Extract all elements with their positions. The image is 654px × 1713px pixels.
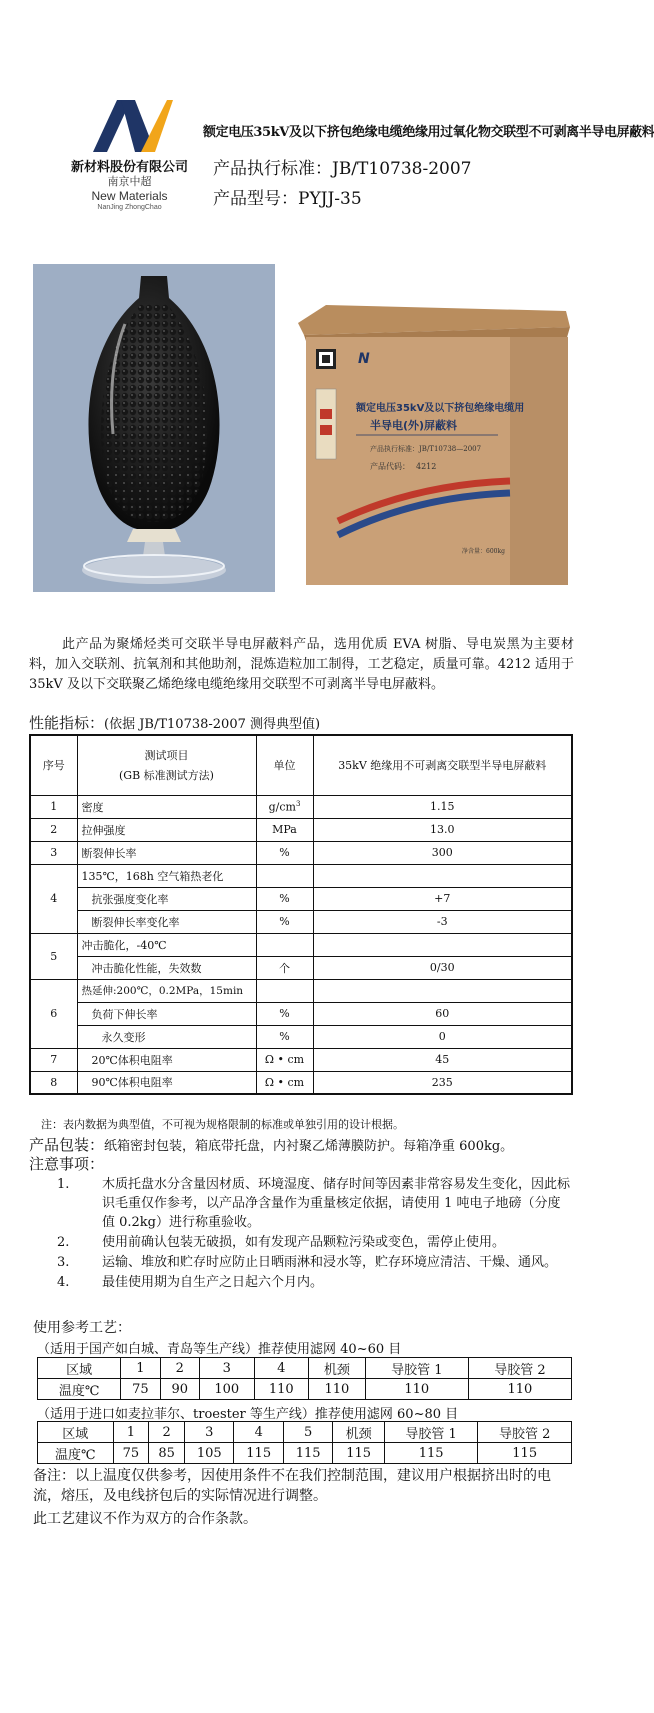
logo-company-en	[62, 176, 197, 203]
table-row	[30, 979, 572, 1002]
packaging-info	[29, 1134, 513, 1155]
cell: 导胶管 2	[468, 1358, 571, 1379]
cell-item: 冲击脆化，-40℃	[77, 933, 256, 956]
cell-unit: Ω • cm	[256, 1048, 313, 1071]
list-item	[57, 1175, 572, 1232]
cell-unit	[256, 795, 313, 818]
list-item-text: 最佳使用期为自生产之日起六个月内。	[102, 1275, 324, 1290]
cell-item: 永久变形	[77, 1025, 256, 1048]
cell: 温度℃	[38, 1443, 114, 1464]
box-net-weight: 净含量：600kg	[462, 548, 505, 555]
pellet-flask-photo	[33, 264, 275, 592]
cell: 导胶管 2	[478, 1422, 572, 1443]
cell-value: 300	[313, 841, 572, 864]
notice-list	[57, 1175, 572, 1293]
cell-value: 45	[313, 1048, 572, 1071]
cell-item: 负荷下伸长率	[77, 1002, 256, 1025]
performance-table	[29, 734, 573, 1095]
logo-text-cn: 南京中超	[107, 175, 152, 188]
import-temp-table	[37, 1421, 572, 1464]
cell: 1	[113, 1422, 149, 1443]
cell: 115	[283, 1443, 332, 1464]
process-remark: 备注：以上温度仅供参考，因使用条件不在我们控制范围，建议用户根据挤出时的电流，熔压，及电线挤包后的实际情况进行调整。	[33, 1468, 551, 1504]
product-intro: 此产品为聚烯烃类可交联半导电屏蔽料产品，选用优质 EVA 树脂、导电炭黑为主要材料，加入交联剂、抗氧剂和其他助剂，混炼造粒加工制得，工艺稳定，质量可靠。4212 适用于 35kV 及以下交联聚乙烯绝缘电缆绝缘用交联型不可剥离半导电屏蔽料。	[29, 637, 574, 692]
cell-item: 抗张强度变化率	[77, 887, 256, 910]
list-item	[57, 1233, 572, 1252]
cell-no: 7	[30, 1048, 77, 1071]
cell-item: 90℃体积电阻率	[77, 1071, 256, 1094]
cell: 115	[384, 1443, 478, 1464]
table-row	[38, 1422, 572, 1443]
cell-no: 8	[30, 1071, 77, 1094]
cell: 110	[468, 1379, 571, 1400]
table-row	[30, 841, 572, 864]
cell-no: 2	[30, 818, 77, 841]
list-item-text: 运输、堆放和贮存时应防止日晒雨淋和浸水等，贮存环境应清洁、干燥、通风。	[102, 1255, 558, 1270]
header-unit: 单位	[256, 735, 313, 795]
cell: 115	[478, 1443, 572, 1464]
table-row	[30, 933, 572, 956]
flask-illustration	[33, 264, 275, 592]
cell-value	[313, 979, 572, 1002]
cell-value: 0/30	[313, 956, 572, 979]
table-row	[30, 818, 572, 841]
table-row	[30, 1025, 572, 1048]
box-title-line1: 额定电压35kV及以下挤包绝缘电缆用	[356, 403, 525, 414]
header-value: 35kV 绝缘用不可剥离交联型半导电屏蔽料	[313, 735, 572, 795]
table-note: 注：表内数据为典型值，不可视为规格限制的标准或单独引用的设计根据。	[41, 1118, 404, 1131]
logo-company-sub: NanJing ZhongChao	[97, 204, 162, 211]
box-standard: 产品执行标准：JB/T10738—2007	[370, 445, 482, 453]
table-row	[30, 1071, 572, 1094]
cell: 100	[200, 1379, 255, 1400]
cell: 85	[149, 1443, 185, 1464]
cell: 110	[254, 1379, 309, 1400]
packaging-label: 产品包装：	[29, 1136, 105, 1154]
cell-unit	[256, 864, 313, 887]
cell-item: 拉伸强度	[77, 818, 256, 841]
list-item-number: 2.	[57, 1235, 70, 1250]
cell: 导胶管 1	[365, 1358, 468, 1379]
cell: 4	[234, 1422, 283, 1443]
header-item-line2: (GB 标准测试方法)	[119, 769, 214, 783]
packaging-text: 纸箱密封包装，箱底带托盘，内衬聚乙烯薄膜防护。每箱净重 600kg。	[104, 1139, 514, 1154]
cell-unit	[256, 979, 313, 1002]
cell-item: 热延伸:200℃，0.2MPa，15min	[77, 979, 256, 1002]
cell: 3	[185, 1422, 234, 1443]
cell: 1	[121, 1358, 160, 1379]
svg-text:N: N	[358, 351, 370, 367]
list-item	[57, 1253, 572, 1272]
company-logo	[62, 96, 197, 211]
cell: 2	[149, 1422, 185, 1443]
domestic-temp-table	[37, 1357, 572, 1400]
process-heading: 使用参考工艺：	[33, 1320, 131, 1336]
cell-no: 1	[30, 795, 77, 818]
table-row	[30, 795, 572, 818]
unit-sup: 3	[295, 799, 301, 808]
table-row	[30, 956, 572, 979]
cell-item: 断裂伸长率	[77, 841, 256, 864]
cell: 机颈	[309, 1358, 366, 1379]
header-item-line1: 测试项目	[144, 749, 189, 763]
list-item-text: 使用前确认包装无破损，如有发现产品颗粒污染或变色，需停止使用。	[102, 1235, 506, 1250]
cell: 5	[283, 1422, 332, 1443]
cell-value	[313, 864, 572, 887]
cell: 2	[160, 1358, 199, 1379]
header-no: 序号	[30, 735, 77, 795]
product-model: 产品型号：PYJJ-35	[213, 189, 362, 209]
box-code-label: 产品代码：	[370, 462, 410, 471]
cell-item: 断裂伸长率变化率	[77, 910, 256, 933]
table-row	[30, 910, 572, 933]
table-header-row	[30, 735, 572, 795]
cell-value: 13.0	[313, 818, 572, 841]
cell-value: 1.15	[313, 795, 572, 818]
cell-item: 135℃，168h 空气箱热老化	[77, 864, 256, 887]
performance-heading-sub: (依据 JB/T10738-2007 测得典型值)	[104, 717, 321, 732]
table-row	[38, 1443, 572, 1464]
unit-base: g/cm	[268, 800, 296, 814]
table-row	[30, 864, 572, 887]
logo-mark-icon	[87, 96, 177, 154]
table-row	[30, 1048, 572, 1071]
cell: 115	[333, 1443, 384, 1464]
cell: 75	[113, 1443, 149, 1464]
cell-no: 6	[30, 979, 77, 1048]
cell: 温度℃	[38, 1379, 121, 1400]
packaging-box-photo	[298, 305, 576, 588]
cell-value: 60	[313, 1002, 572, 1025]
table-row	[30, 887, 572, 910]
performance-heading	[29, 712, 320, 733]
cell: 区域	[38, 1422, 114, 1443]
cell-unit: %	[256, 887, 313, 910]
product-standard: 产品执行标准：JB/T10738-2007	[213, 159, 472, 179]
list-item-number: 3.	[57, 1255, 70, 1270]
list-item-number: 4.	[57, 1275, 70, 1290]
cell: 75	[121, 1379, 160, 1400]
logo-text-en: New Materials	[91, 189, 168, 203]
cell-unit: MPa	[256, 818, 313, 841]
cell-no: 5	[30, 933, 77, 979]
table-row	[38, 1379, 572, 1400]
cell: 110	[309, 1379, 366, 1400]
cell-unit: Ω • cm	[256, 1071, 313, 1094]
cell-value: -3	[313, 910, 572, 933]
logo-company-cn: 新材料股份有限公司	[70, 160, 188, 175]
cell: 区域	[38, 1358, 121, 1379]
cell: 115	[234, 1443, 283, 1464]
cell-value: 0	[313, 1025, 572, 1048]
cell-unit	[256, 933, 313, 956]
list-item-text: 木质托盘水分含量因材质、环境湿度、储存时间等因素非常容易发生变化，因此标识毛重仅作参考，以产品净含量作为重量核定依据，请使用 1 吨电子地磅（分度值 0.2kg）进行称重验收。	[102, 1177, 571, 1230]
box-illustration	[298, 305, 576, 588]
cell-item: 冲击脆化性能，失效数	[77, 956, 256, 979]
cell-value: +7	[313, 887, 572, 910]
domestic-line-caption: （适用于国产如白城、青岛等生产线）推荐使用滤网 40~60 目	[37, 1342, 402, 1357]
table-row	[38, 1358, 572, 1379]
notice-heading: 注意事项：	[29, 1155, 105, 1173]
cell-item: 20℃体积电阻率	[77, 1048, 256, 1071]
list-item-number: 1.	[57, 1177, 70, 1192]
cell-item: 密度	[77, 795, 256, 818]
cell: 105	[185, 1443, 234, 1464]
cell-value: 235	[313, 1071, 572, 1094]
cell-unit: %	[256, 1002, 313, 1025]
box-title-line2: 半导电(外)屏蔽料	[370, 419, 458, 432]
cell-unit: %	[256, 841, 313, 864]
box-code: 4212	[416, 462, 437, 471]
list-item	[57, 1273, 572, 1292]
cell: 导胶管 1	[384, 1422, 478, 1443]
product-title: 额定电压35kV及以下挤包绝缘电缆绝缘用过氧化物交联型不可剥离半导电屏蔽料	[203, 125, 654, 140]
cell: 4	[254, 1358, 309, 1379]
import-line-caption: （适用于进口如麦拉菲尔、troester 等生产线）推荐使用滤网 60~80 目	[37, 1407, 459, 1422]
cell-unit: %	[256, 1025, 313, 1048]
table-row	[30, 1002, 572, 1025]
process-remark-2: 此工艺建议不作为双方的合作条款。	[33, 1511, 257, 1527]
cell: 机颈	[333, 1422, 384, 1443]
cell: 110	[365, 1379, 468, 1400]
cell: 90	[160, 1379, 199, 1400]
header-item	[77, 735, 256, 795]
cell-unit: 个	[256, 956, 313, 979]
cell-no: 4	[30, 864, 77, 933]
cell-value	[313, 933, 572, 956]
cell-unit: %	[256, 910, 313, 933]
performance-heading-label: 性能指标：	[29, 714, 105, 732]
cell-no: 3	[30, 841, 77, 864]
cell: 3	[200, 1358, 255, 1379]
